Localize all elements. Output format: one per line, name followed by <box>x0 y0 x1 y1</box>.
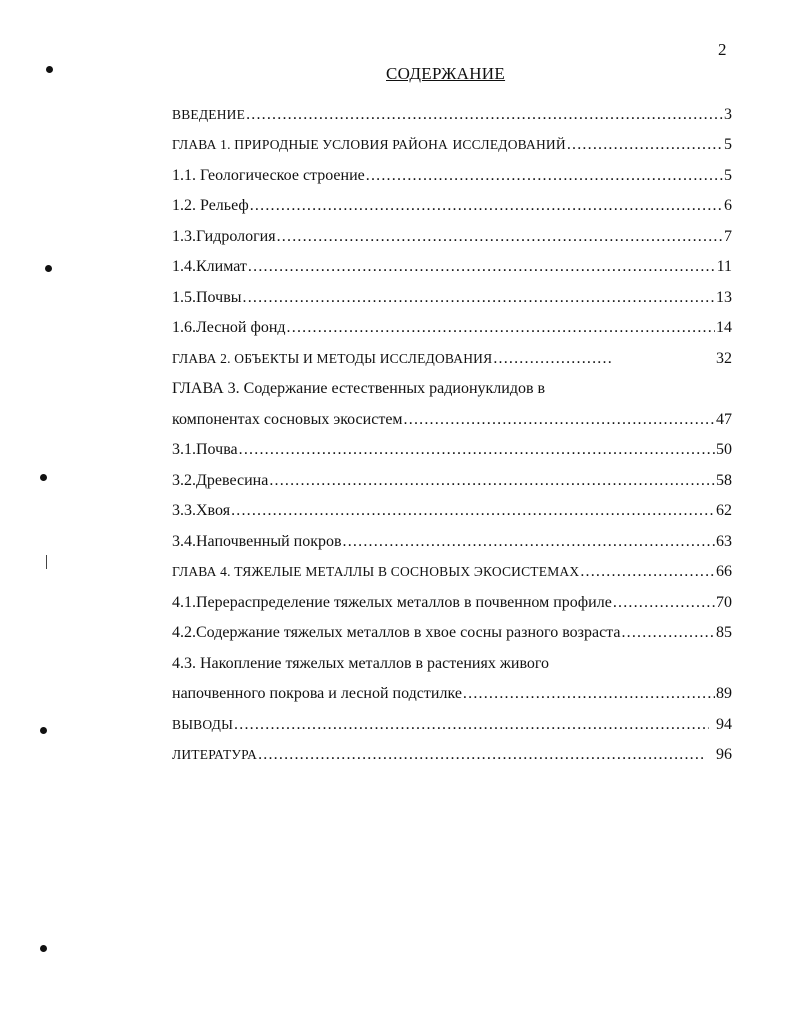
toc-entry-page: 89 <box>716 685 732 702</box>
toc-entry-chapter-2[interactable] <box>172 340 732 371</box>
leader-dots <box>613 591 715 615</box>
toc-entry-label: 4.1.Перераспределение тяжелых металлов в почвенном профиле <box>172 593 612 611</box>
toc-entry-1-3[interactable] <box>172 218 732 249</box>
leader-dots <box>567 133 723 157</box>
binder-hole-mark <box>40 945 47 952</box>
leader-dots <box>269 469 715 493</box>
leader-dots <box>250 194 723 218</box>
page-number: 2 <box>718 40 727 59</box>
leader-dots <box>234 713 709 737</box>
table-of-contents <box>172 96 732 767</box>
toc-entry-4-3-cont[interactable] <box>172 676 732 707</box>
leader-dots <box>243 286 716 310</box>
toc-entry-label: компонентах сосновых экосистем <box>172 410 403 428</box>
leader-dots <box>248 255 716 279</box>
toc-entry-4-2[interactable] <box>172 615 732 646</box>
toc-entry-1-6[interactable] <box>172 310 732 341</box>
toc-entry-page: 85 <box>716 624 732 641</box>
toc-entry-page: 70 <box>716 593 732 611</box>
leader-dots <box>277 225 723 249</box>
toc-entry-chapter-4[interactable] <box>172 554 732 585</box>
leader-dots <box>580 560 715 584</box>
leader-dots <box>366 164 723 188</box>
toc-entry-label: 1.1. Геологическое строение <box>172 166 365 184</box>
toc-entry-label: 4.3. Накопление тяжелых металлов в растениях живого <box>172 654 550 672</box>
binder-hole-mark <box>46 66 53 73</box>
toc-entry-page: 47 <box>716 410 732 428</box>
toc-entry-page: 94 <box>716 715 732 733</box>
toc-entry-page: 7 <box>724 227 732 245</box>
toc-entry-page: 5 <box>724 136 732 153</box>
toc-entry-label: Хвоя <box>196 502 231 519</box>
toc-entry-label: Лесной фонд <box>196 319 286 336</box>
toc-entry-page: 6 <box>724 197 732 214</box>
leader-dots <box>463 682 715 706</box>
toc-entry-introduction[interactable] <box>172 96 732 127</box>
toc-entry-page: 3 <box>724 105 732 123</box>
toc-entry-1-5[interactable] <box>172 279 732 310</box>
toc-entry-chapter-1[interactable] <box>172 127 732 158</box>
toc-entry-label: ЛИТЕРАТУРА <box>172 747 258 762</box>
toc-entry-label: напочвенного покрова и лесной подстилке <box>172 685 462 702</box>
toc-entry-label: Напочвенный покров <box>196 532 342 550</box>
binder-hole-mark <box>45 265 52 272</box>
toc-title: СОДЕРЖАНИЕ <box>386 64 506 83</box>
leader-dots <box>621 621 715 645</box>
leader-dots <box>493 347 613 371</box>
toc-entry-page: 5 <box>724 166 732 184</box>
toc-entry-page: 66 <box>716 563 732 580</box>
toc-entry-number: 1.5. <box>172 288 196 306</box>
scan-mark <box>46 555 47 569</box>
leader-dots <box>231 499 715 523</box>
toc-entry-page: 96 <box>716 746 732 763</box>
toc-entry-number: 1.6. <box>172 319 196 336</box>
toc-entry-label: Климат <box>196 258 247 275</box>
toc-entry-page: 62 <box>716 502 732 519</box>
toc-entry-3-2[interactable] <box>172 462 732 493</box>
toc-entry-label: ГЛАВА 3. Содержание естественных радионуклидов в <box>172 380 546 397</box>
toc-entry-label: Древесина <box>196 471 269 489</box>
toc-entry-label: 1.2. Рельеф <box>172 197 249 214</box>
toc-entry-literature[interactable] <box>172 737 732 768</box>
toc-entry-3-3[interactable] <box>172 493 732 524</box>
leader-dots <box>343 530 715 554</box>
toc-entry-label: 4.2.Содержание тяжелых металлов в хвое сосны разного возраста <box>172 624 621 641</box>
toc-entry-label: Почвы <box>196 288 242 306</box>
toc-entry-number: 1.3. <box>172 227 196 245</box>
toc-entry-label: ВВЕДЕНИЕ <box>172 106 246 122</box>
toc-entry-page: 13 <box>716 288 732 306</box>
toc-entry-label: ГЛАВА 2. ОБЪЕКТЫ И МЕТОДЫ ИССЛЕДОВАНИЯ <box>172 350 493 366</box>
toc-entry-page: 58 <box>716 471 732 489</box>
leader-dots <box>258 743 703 767</box>
binder-hole-mark <box>40 474 47 481</box>
toc-entry-4-3[interactable] <box>172 645 732 676</box>
toc-entry-page: 32 <box>716 349 732 367</box>
toc-entry-number: 3.4. <box>172 532 196 550</box>
toc-entry-label-cont: ИССЛЕДОВАНИЙ <box>452 137 566 152</box>
toc-entry-page: 50 <box>716 441 732 458</box>
toc-entry-page: 11 <box>716 258 732 275</box>
toc-entry-page: 14 <box>716 319 732 336</box>
toc-entry-label: ГЛАВА 4. ТЯЖЕЛЫЕ МЕТАЛЛЫ В СОСНОВЫХ ЭКОСИСТЕМАХ <box>172 564 580 579</box>
toc-entry-1-2[interactable] <box>172 188 732 219</box>
toc-entry-chapter-3[interactable] <box>172 371 732 402</box>
toc-entry-1-1[interactable] <box>172 157 732 188</box>
toc-entry-label: Почва <box>196 441 238 458</box>
leader-dots <box>404 408 715 432</box>
leader-dots <box>246 103 723 127</box>
binder-hole-mark <box>40 727 47 734</box>
toc-entry-number: 3.1. <box>172 441 196 458</box>
toc-entry-4-1[interactable] <box>172 584 732 615</box>
leader-dots <box>239 438 715 462</box>
toc-entry-1-4[interactable] <box>172 249 732 280</box>
toc-entry-conclusions[interactable] <box>172 706 732 737</box>
toc-entry-number: 3.2. <box>172 471 196 489</box>
toc-entry-3-4[interactable] <box>172 523 732 554</box>
toc-entry-label: Гидрология <box>196 227 276 245</box>
leader-dots <box>287 316 715 340</box>
toc-entry-3-1[interactable] <box>172 432 732 463</box>
toc-entry-number: 1.4. <box>172 258 196 275</box>
toc-entry-label: ГЛАВА 1. ПРИРОДНЫЕ УСЛОВИЯ РАЙОНА <box>172 137 448 152</box>
toc-entry-chapter-3-cont[interactable] <box>172 401 732 432</box>
toc-entry-number: 3.3. <box>172 502 196 519</box>
toc-entry-page: 63 <box>716 532 732 550</box>
toc-entry-label: ВЫВОДЫ <box>172 716 234 732</box>
